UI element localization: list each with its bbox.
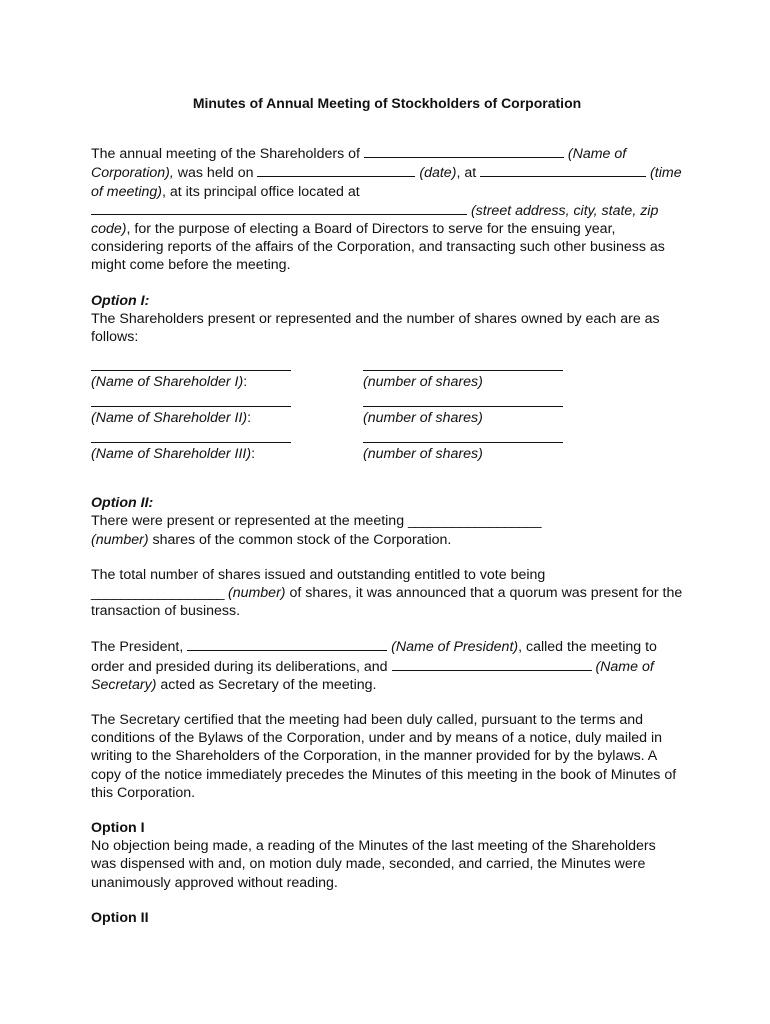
label-colon: : <box>247 410 252 427</box>
secretary-certification-paragraph: The Secretary certified that the meeting had been duly called, pursuant to the terms and conditions of the Bylaws of the Corporation, under and by means of a notice, duly mailed in writing to the Shareholders of the Corporation, in the manner provided for by the bylaws. A copy of the notice immediately precedes the Minutes of this meeting in the book of Minutes of this Corporation. <box>91 712 677 801</box>
shares-label: (number of shares) <box>363 446 483 463</box>
secretary-name-blank[interactable] <box>392 657 592 671</box>
total-text-3: of shares, it was announced that a quorum was present for the transaction of business. <box>91 585 683 620</box>
signature-line <box>363 406 563 407</box>
signature-line <box>91 370 291 371</box>
number-present-blank[interactable]: __________________ <box>408 513 542 530</box>
shareholder-name-cell[interactable] <box>91 370 363 406</box>
minutes-option-1-text: No objection being made, a reading of the Minutes of the last meeting of the Shareholders was dispensed with and, on motion duly made, seconded, and carried, the Minutes were unanimously approved without reading. <box>91 838 656 891</box>
corporation-name-blank[interactable] <box>364 144 564 158</box>
intro-text-5: , at <box>456 165 481 182</box>
president-text-1: The President, <box>91 639 188 656</box>
shareholder-name-cell[interactable] <box>91 442 363 478</box>
time-blank[interactable] <box>480 163 646 177</box>
signature-line <box>363 442 563 443</box>
document-body <box>91 94 683 927</box>
intro-text-4: (date) <box>415 165 457 182</box>
minutes-option-1-heading: Option I <box>91 820 145 837</box>
intro-text-8: (street address, city, state, zip code) <box>91 202 659 238</box>
signature-line <box>363 370 563 371</box>
label-colon: : <box>251 446 256 463</box>
shareholder-table <box>91 370 683 478</box>
option-1-text: The Shareholders present or represented and the number of shares owned by each are as follows: <box>91 310 660 346</box>
address-blank[interactable] <box>91 201 467 215</box>
option-2-paragraph <box>91 512 683 548</box>
option-2-text-2: (number) <box>91 531 149 548</box>
date-blank[interactable] <box>257 163 415 177</box>
minutes-option-2-heading: Option II <box>91 909 149 926</box>
shareholder-name-cell[interactable] <box>91 406 363 442</box>
shares-label: (number of shares) <box>363 374 483 391</box>
president-name-blank[interactable] <box>187 637 387 651</box>
shareholder-name-label: (Name of Shareholder III) <box>91 446 252 463</box>
option-2-heading: Option II: <box>91 495 154 512</box>
intro-text-2: (Name of Corporation), <box>91 146 627 182</box>
total-shares-blank[interactable]: __________________ <box>91 585 225 602</box>
shareholder-name-label: (Name of Shareholder II) <box>91 410 248 427</box>
president-text-5: acted as Secretary of the meeting. <box>156 676 377 693</box>
president-text-3: , called the meeting to order and presided during its deliberations, and <box>91 639 657 675</box>
intro-text-7: , at its principal office located at <box>161 183 360 200</box>
shareholder-name-label: (Name of Shareholder I) <box>91 374 244 391</box>
shares-cell[interactable] <box>363 370 635 406</box>
option-2-text-3: shares of the common stock of the Corporation. <box>148 531 452 548</box>
total-text-2: (number) <box>224 585 286 602</box>
total-shares-paragraph <box>91 566 683 621</box>
shares-cell[interactable] <box>363 442 635 478</box>
shares-cell[interactable] <box>363 406 635 442</box>
intro-paragraph <box>91 144 683 274</box>
document-title: Minutes of Annual Meeting of Stockholders of Corporation <box>192 95 582 111</box>
option-2-text-1: There were present or represented at the meeting <box>91 513 409 530</box>
president-paragraph <box>91 637 683 694</box>
president-text-4: (Name of Secretary) <box>91 658 654 693</box>
shareholder-row <box>91 442 683 478</box>
intro-text-1: The annual meeting of the Shareholders of <box>91 146 364 163</box>
option-1-heading: Option I: <box>91 292 150 309</box>
intro-text-3: was held on <box>173 165 258 182</box>
intro-text-6: (time of meeting) <box>91 165 682 200</box>
signature-line <box>91 406 291 407</box>
signature-line <box>91 442 291 443</box>
total-text-1: The total number of shares issued and outstanding entitled to vote being <box>91 566 546 583</box>
shareholder-row <box>91 370 683 406</box>
president-text-2: (Name of President) <box>387 639 519 656</box>
label-colon: : <box>243 374 248 391</box>
shareholder-row <box>91 406 683 442</box>
shares-label: (number of shares) <box>363 410 483 427</box>
intro-text-9: , for the purpose of electing a Board of Directors to serve for the ensuing year, considering reports of the affairs of the Corporation, and transacting such other business as might come before the meeting. <box>91 221 665 274</box>
